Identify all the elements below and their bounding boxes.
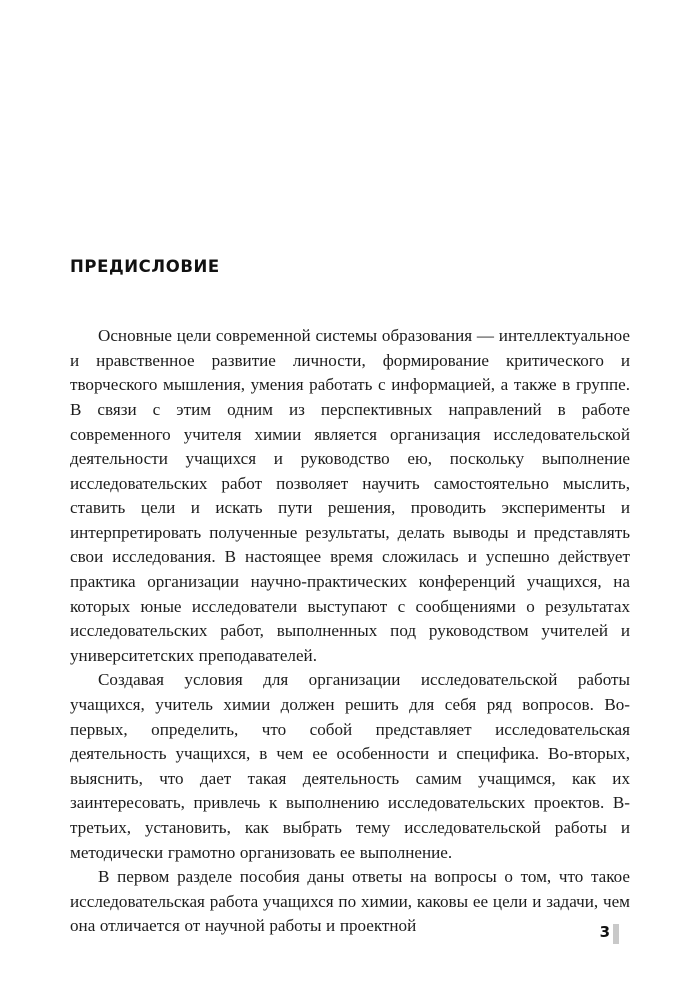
page-number: 3 [599,923,610,941]
chapter-heading: ПРЕДИСЛОВИЕ [70,257,220,276]
page-footer [0,920,700,960]
folio-rule [613,924,619,944]
paragraph: В первом разделе пособия даны ответы на вопросы о том, что такое исследовательская работа учащихся по химии, каковы ее цели и задачи, чем она отличается от научной работы и проектной [70,867,630,936]
paragraph: Создавая условия для организации исследовательской работы учащихся, учитель химии должен решить для себя ряд вопросов. Во-первых, определить, что собой представляет исследовательская деятельность учащихся, в чем ее особенности и специфика. Во-вторых, выяснить, что дает такая деятельность самим учащимся, как их заинтересовать, привлечь к выполнению исследовательских проектов. В-третьих, установить, как выбрать тему исследовательской работы и методически грамотно организовать ее выполнение. [70,670,630,862]
page-content [70,258,630,939]
body-text [70,324,630,939]
paragraph: Основные цели современной системы образования — интеллектуальное и нравственное развитие личности, формирование критического и творческого мышления, умения работать с информацией, а также в группе. В связи с этим одним из перспективных направлений в работе современного учителя химии является организация исследовательской деятельности учащихся и руководство ею, поскольку выполнение исследовательских работ позволяет научить самостоятельно мыслить, ставить цели и искать пути решения, проводить эксперименты и интерпретировать полученные результаты, делать выводы и представлять свои исследования. В настоящее время сложилась и успешно действует практика организации научно-практических конференций учащихся, на которых юные исследователи выступают с сообщениями о результатах исследовательских работ, выполненных под руководством учителей и университетских преподавателей. [70,326,630,665]
